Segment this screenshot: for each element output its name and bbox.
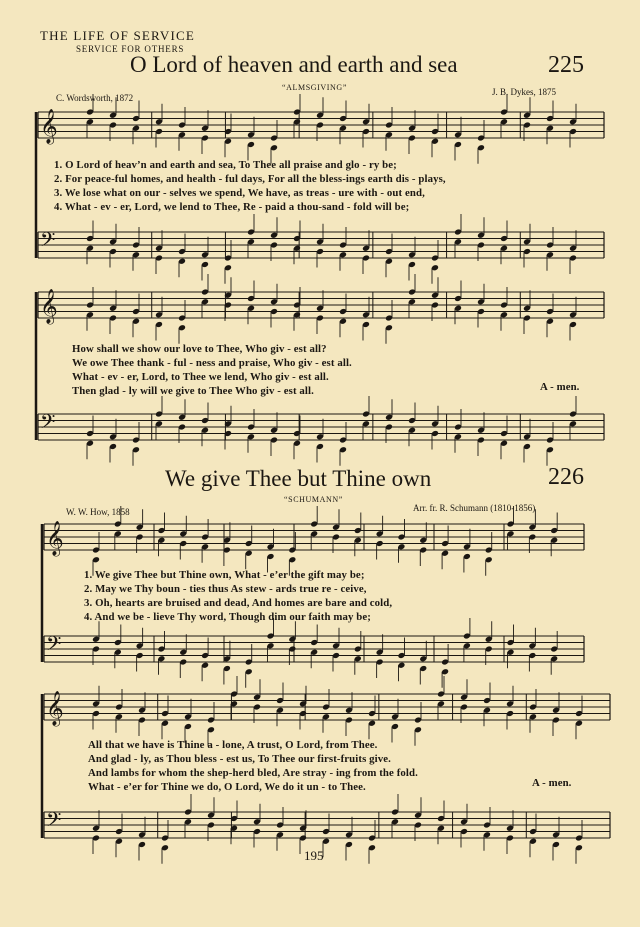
hymn-225-verse-2-line-a: 2. For peace-ful homes, and health - ful days, For all the bless-ings earth dis - plays, xyxy=(54,173,446,185)
subsection-heading: SERVICE FOR OTHERS xyxy=(76,44,185,54)
hymn-226-verse-3-line-b: And lambs for whom the shep-herd bled, Are stray - ing from the fold. xyxy=(88,767,418,779)
hymn-226-tune: “SCHUMANN” xyxy=(284,495,343,504)
treble-clef-icon: 𝄞 xyxy=(46,691,64,726)
hymn-225-verse-2-line-b: We owe Thee thank - ful - ness and praise, Who giv - est all. xyxy=(72,357,352,369)
hymn-225-amen: A - men. xyxy=(540,381,580,393)
hymn-225-tune: “ALMSGIVING” xyxy=(282,83,347,92)
hymn-226-verse-3-line-a: 3. Oh, hearts are bruised and dead, And homes are bare and cold, xyxy=(84,597,393,609)
hymn-226-words-by: W. W. How, 1858 xyxy=(66,507,130,517)
page-number: 195 xyxy=(304,848,324,863)
hymn-226-title: We give Thee but Thine own xyxy=(165,466,432,491)
section-heading: THE LIFE OF SERVICE xyxy=(40,28,196,43)
hymn-226-verse-2-line-a: 2. May we Thy boun - ties thus As stew - ards true re - ceive, xyxy=(84,583,367,595)
hymn-226-verse-4-line-b: What - e’er for Thine we do, O Lord, We do it un - to Thee. xyxy=(88,781,366,793)
bass-clef-icon: 𝄢 xyxy=(46,808,62,836)
hymn-225-verse-3-line-b: What - ev - er, Lord, to Thee we lend, Who giv - est all. xyxy=(72,371,329,383)
hymn-226-music-by: Arr. fr. R. Schumann (1810-1856) xyxy=(413,503,536,513)
treble-clef-icon: 𝄞 xyxy=(40,109,58,144)
hymn-226-verse-1-line-a: 1. We give Thee but Thine own, What - e’er the gift may be; xyxy=(84,569,365,581)
bass-clef-icon: 𝄢 xyxy=(40,410,56,438)
treble-clef-icon: 𝄞 xyxy=(46,521,64,556)
hymn-225-verse-1-line-a: 1. O Lord of heav’n and earth and sea, To Thee all praise and glo - ry be; xyxy=(54,159,397,171)
bass-clef-icon: 𝄢 xyxy=(46,632,62,660)
hymn-225-verse-4-line-b: Then glad - ly will we give to Thee Who giv - est all. xyxy=(72,385,314,397)
hymn-225-number: 225 xyxy=(548,52,584,78)
hymn-225-verse-3-line-a: 3. We lose what on our - selves we spend, We have, as treas - ure with - out end, xyxy=(54,187,425,199)
hymn-226-verse-1-line-b: All that we have is Thine a - lone, A trust, O Lord, from Thee. xyxy=(88,739,378,751)
bass-clef-icon: 𝄢 xyxy=(40,228,56,256)
hymn-225-music-by: J. B. Dykes, 1875 xyxy=(492,87,557,97)
hymn-226-number: 226 xyxy=(548,464,584,490)
hymn-225-verse-1-line-b: How shall we show our love to Thee, Who giv - est all? xyxy=(72,343,327,355)
hymn-225-verse-4-line-a: 4. What - ev - er, Lord, we lend to Thee, Re - paid a thou-sand - fold will be; xyxy=(54,201,410,213)
hymn-225-words-by: C. Wordsworth, 1872 xyxy=(56,93,134,103)
hymn-225-title: O Lord of heaven and earth and sea xyxy=(130,52,458,77)
hymn-226-amen: A - men. xyxy=(532,777,572,789)
hymn-226-verse-4-line-a: 4. And we be - lieve Thy word, Though dim our faith may be; xyxy=(84,611,371,623)
hymn-226-verse-2-line-b: And glad - ly, as Thou bless - est us, To Thee our first-fruits give. xyxy=(88,753,391,765)
treble-clef-icon: 𝄞 xyxy=(40,289,58,324)
